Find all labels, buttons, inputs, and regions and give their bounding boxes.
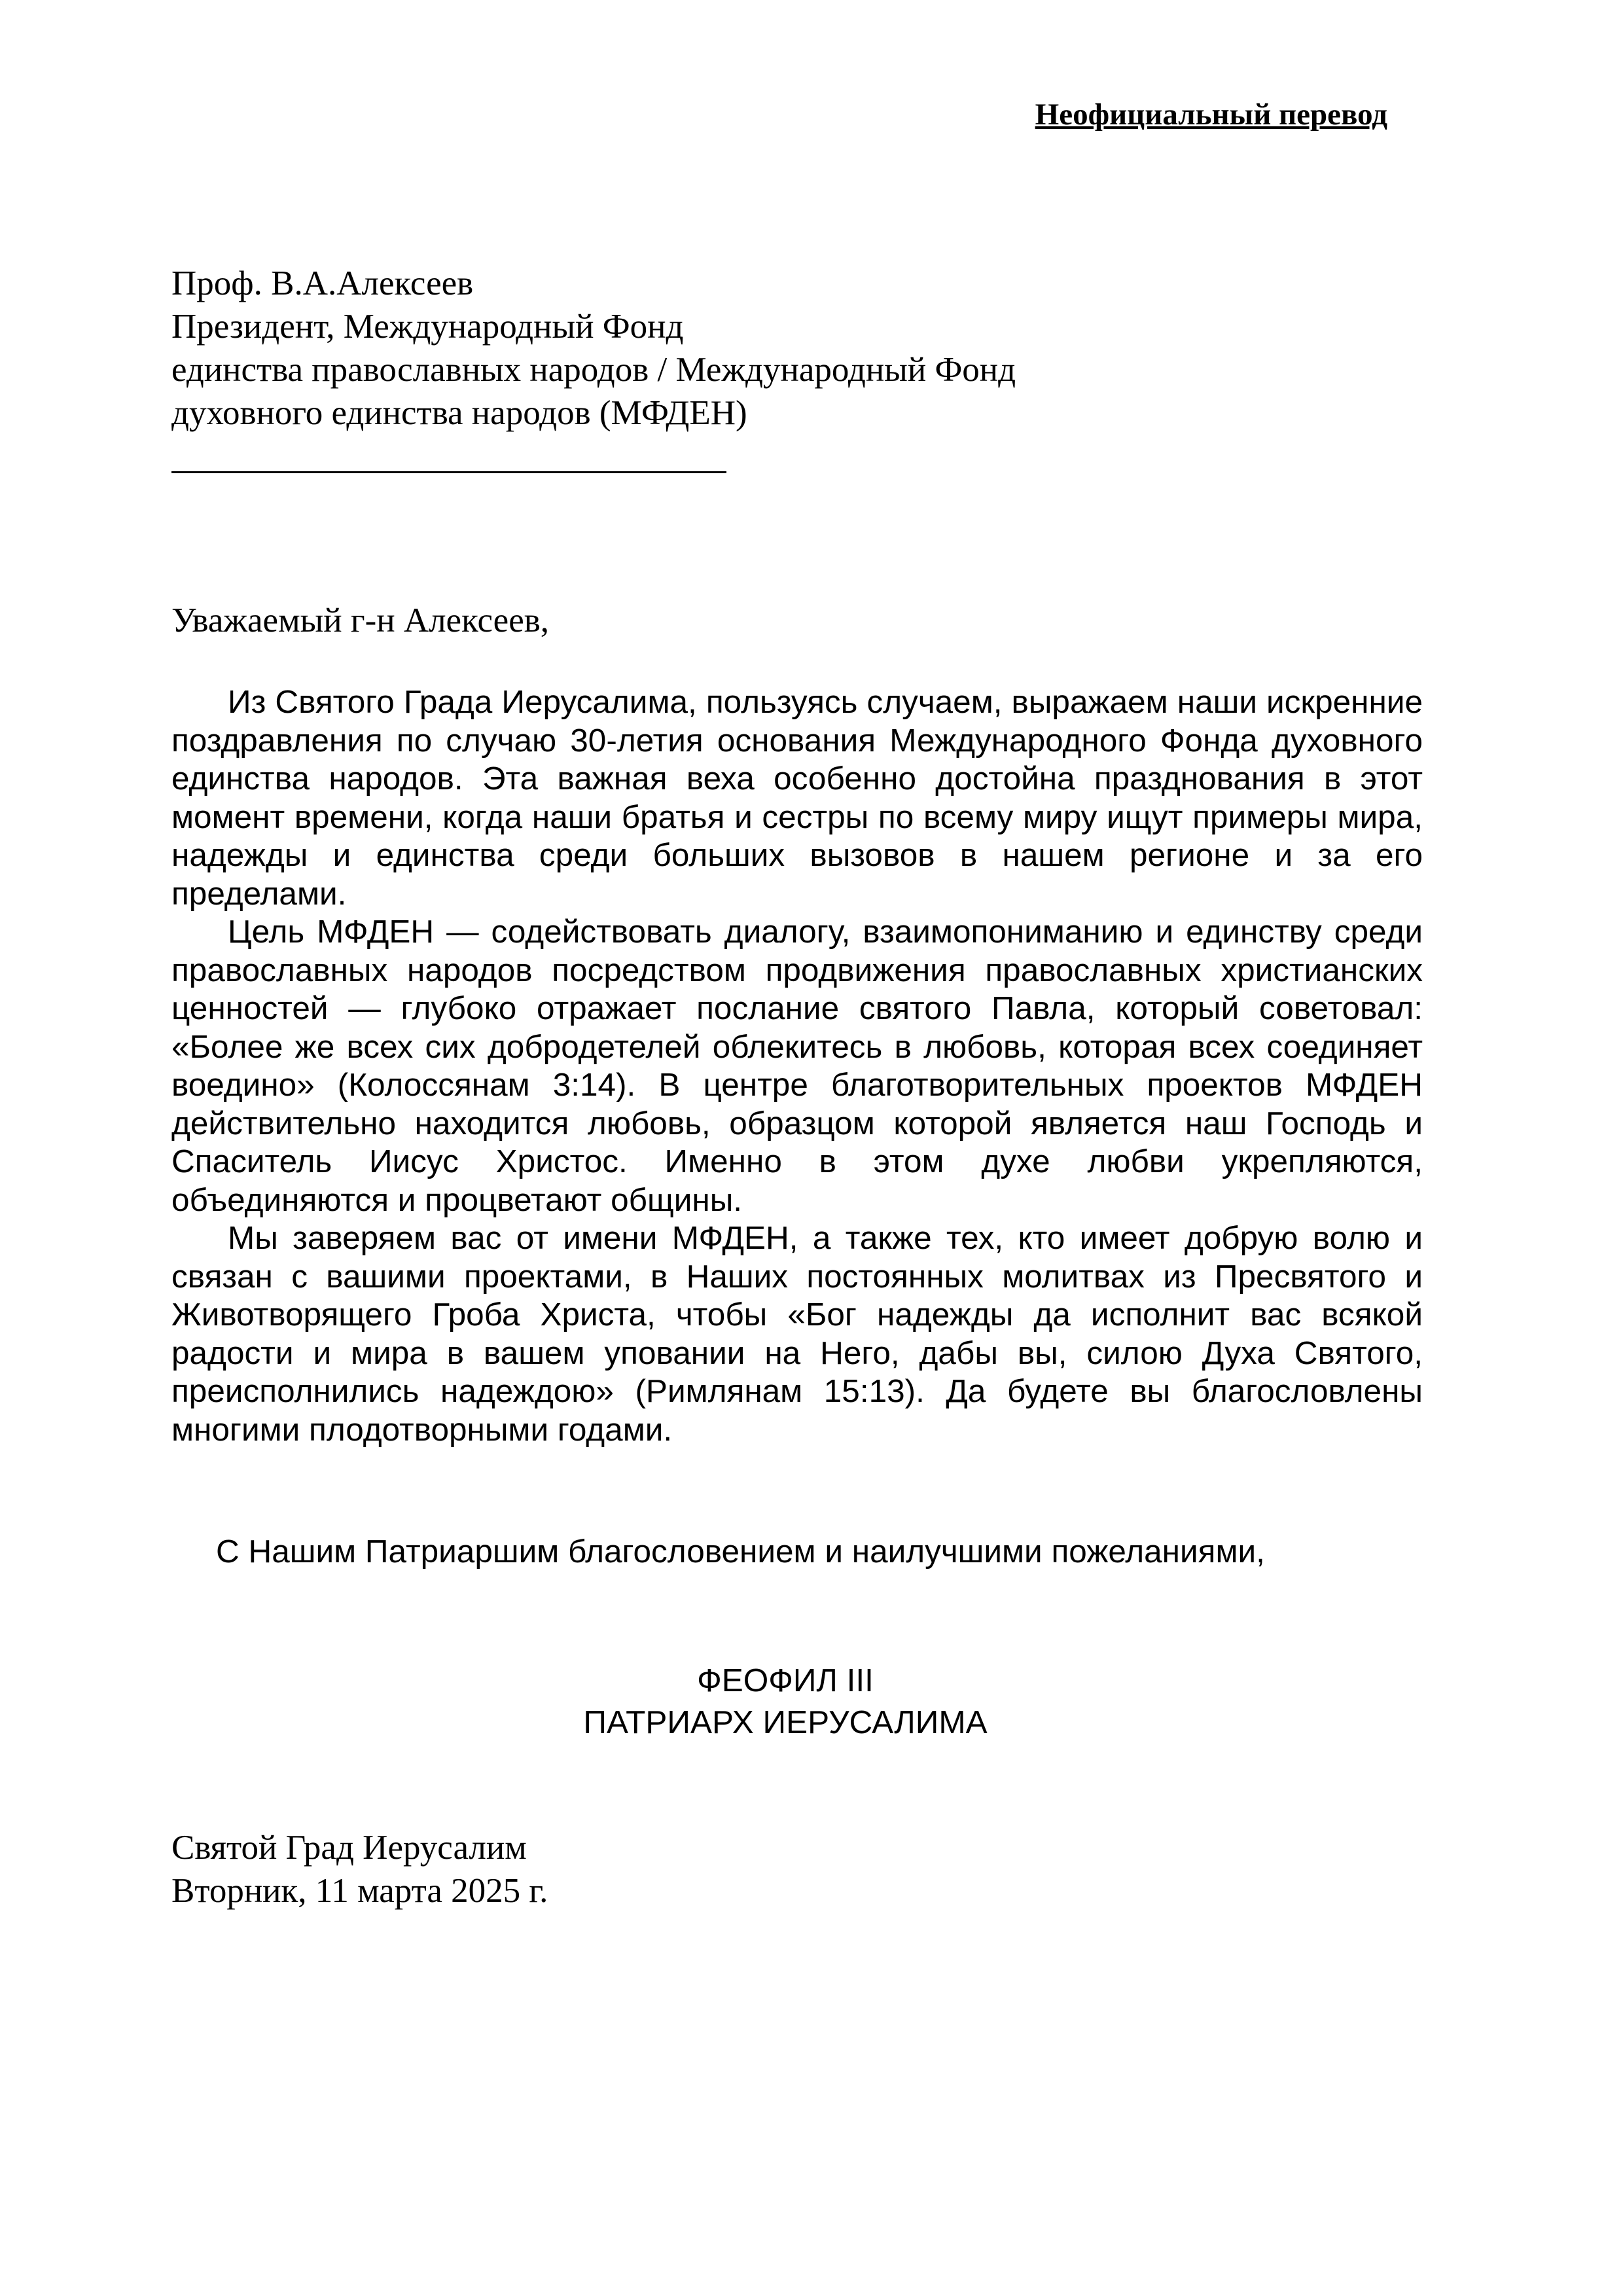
signatory-block [0, 1660, 1571, 1744]
signatory-title: ПАТРИАРХ ИЕРУСАЛИМА [583, 1704, 988, 1740]
recipient-block [171, 262, 1415, 435]
horizontal-rule [171, 471, 726, 473]
unofficial-translation-note: Неофициальный перевод [1035, 98, 1387, 132]
place: Святой Град Иерусалим [171, 1829, 527, 1867]
recipient-name: Проф. В.А.Алексеев [171, 264, 474, 302]
body-paragraph: Из Святого Града Иерусалима, пользуясь случаем, выражаем наши искренние поздравления по случаю 30-летия основания Международного Фонда духовного единства народов. Эта важная веха особенно достойна празднования в этот момент времени, когда наши братья и сестры по всему миру ищут примеры мира, надежды и единства среди больших вызовов в нашем регионе и за его пределами. [171, 684, 1423, 912]
recipient-position: Президент, Международный Фонд [171, 308, 684, 346]
body-paragraph: Цель МФДЕН — содействовать диалогу, взаимопониманию и единству среди православных народов посредством продвижения православных христианских ценностей — глубоко отражает послание святого Павла, который советовал: «Более же всех сих добродетелей облекитесь в любовь, которая всех соединяет воедино» (Колоссянам 3:14). В центре благотворительных проектов МФДЕН действительно находится любовь, образцом которой является наш Господь и Спаситель Иисус Христос. Именно в этом духе любви укрепляются, объединяются и процветают общины. [171, 914, 1423, 1218]
place-date-block [171, 1826, 548, 1912]
date: Вторник, 11 марта 2025 г. [171, 1872, 548, 1910]
closing-line: С Нашим Патриаршим благословением и наилучшими пожеланиями, [216, 1534, 1265, 1570]
letter-body [171, 683, 1423, 1449]
recipient-organization-line-2: духовного единства народов (МФДЕН) [171, 394, 747, 432]
body-paragraph: Мы заверяем вас от имени МФДЕН, а также тех, кто имеет добрую волю и связан с вашими проектами, в Наших постоянных молитвах из Пресвятого и Животворящего Гроба Христа, чтобы «Бог надежды да исполнит вас всякой радости и мира в вашем уповании на Него, дабы вы, силою Духа Святого, преисполнились надеждою» (Римлянам 15:13). Да будете вы благословлены многими плодотворными годами. [171, 1220, 1423, 1448]
recipient-organization-line-1: единства православных народов / Международный Фонд [171, 351, 1016, 389]
signatory-name: ФЕОФИЛ III [697, 1662, 874, 1698]
salutation: Уважаемый г-н Алексеев, [171, 601, 549, 639]
